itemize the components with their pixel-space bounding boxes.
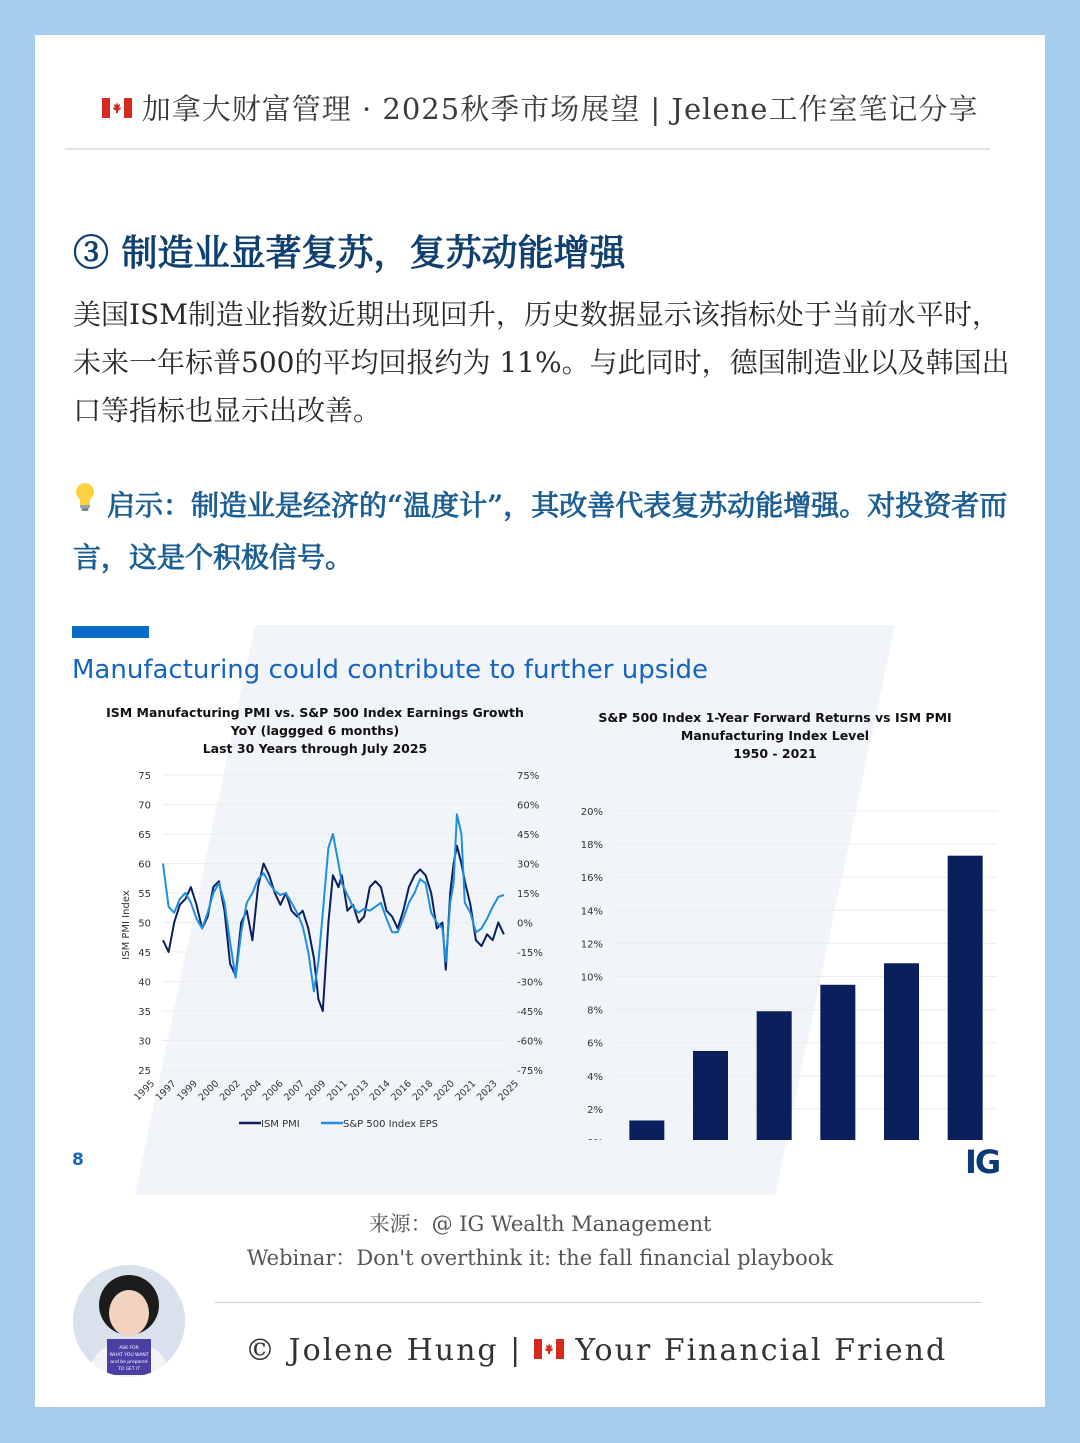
line-chart-ylabel: ISM PMI Index [121, 890, 132, 960]
line-chart-xtick: 1999 [175, 1078, 200, 1104]
line-chart-ytick: 75 [138, 771, 151, 782]
line-chart [65, 695, 545, 1144]
line-chart-xtick: 2009 [303, 1078, 329, 1104]
bar-chart-ytick [587, 1138, 603, 1140]
line-chart-ytick: 50 [138, 918, 151, 930]
bar-chart-svg [535, 695, 1005, 1140]
line-chart-title-2: YoY (laggged 6 months) [230, 723, 400, 738]
bar-chart-ytick: 16% [580, 873, 603, 885]
section-paragraph: 美国ISM制造业指数近期出现回升，历史数据显示该指标处于当前水平时，未来一年标普500的平均回报约为 11%。与此同时，德国制造业以及韩国出口等指标也显示出改善。 [73, 298, 1010, 427]
line-chart-xtick: 2018 [410, 1078, 436, 1104]
author-avatar-image [73, 1265, 185, 1377]
insight-text: 启示：制造业是经济的“温度计”，其改善代表复苏动能增强。对投资者而言，这是个积极信号。 [73, 489, 1008, 574]
bar-chart-title-3: 1950 - 2021 [733, 746, 817, 761]
bar-chart-title-2: Manufacturing Index Level [680, 728, 870, 743]
source-credit [35, 1207, 1045, 1275]
lightbulb-icon [73, 479, 97, 529]
line-chart-y2tick: -15% [517, 948, 543, 959]
header-text: 加拿大财富管理 · 2025秋季市场展望 | Jelene工作室笔记分享 [141, 92, 979, 126]
bar [629, 1120, 664, 1140]
bar-chart-ytick: 20% [580, 807, 603, 818]
footer-text-right: Your Financial Friend [563, 1333, 948, 1368]
book-line-4: TO GET IT [117, 1367, 141, 1372]
slide-title: Manufacturing could contribute to further upside [72, 655, 708, 685]
line-chart-y2tick: 45% [517, 830, 540, 841]
line-chart-xtick: 2021 [453, 1078, 479, 1104]
post-card [35, 35, 1045, 1407]
line-chart-xtick: 2004 [239, 1078, 265, 1104]
footer-text-left: © Jolene Hung | [245, 1333, 534, 1368]
line-chart-xtick: 2020 [432, 1078, 457, 1104]
canada-flag-icon [102, 91, 132, 125]
line-chart-xtick: 2006 [260, 1078, 286, 1104]
line-chart-ytick: 25 [138, 1066, 151, 1077]
line-chart-title-3: Last 30 Years through July 2025 [202, 741, 428, 756]
line-chart-ytick: 40 [138, 977, 151, 989]
line-chart-y2tick: 30% [517, 859, 540, 871]
line-chart-y2tick: -45% [517, 1007, 543, 1018]
insight-callout [73, 481, 1013, 583]
line-chart-y2tick: -75% [517, 1066, 543, 1077]
bar-chart-title-1: S&P 500 Index 1-Year Forward Returns vs ISM PMI [598, 710, 952, 725]
footer-divider [215, 1302, 982, 1303]
bar-chart-ytick: 14% [580, 906, 603, 918]
line-chart-ytick: 55 [138, 889, 151, 900]
line-chart-xtick: 2007 [282, 1078, 308, 1104]
footer-signature [245, 1333, 947, 1370]
source-line-1: 来源：@ IG Wealth Management [368, 1212, 712, 1236]
bar-chart-ytick: 4% [587, 1071, 603, 1083]
line-chart-xtick: 2000 [196, 1078, 222, 1104]
line-chart-xtick: 2025 [496, 1078, 522, 1104]
header-divider [65, 148, 990, 150]
line-series-ism-pmi [163, 846, 504, 1011]
line-chart-xtick: 2023 [474, 1078, 500, 1104]
bar [757, 1011, 792, 1140]
line-chart-ytick: 35 [138, 1007, 151, 1018]
line-chart-y2tick: 75% [517, 771, 540, 782]
ig-logo: IG [965, 1143, 1000, 1181]
header-title [35, 87, 1045, 128]
bar [948, 856, 983, 1140]
line-chart-y2tick: 60% [517, 800, 540, 812]
line-chart-y2tick: 0% [517, 918, 533, 930]
bar [820, 985, 855, 1140]
bar-chart-ytick: 8% [587, 1005, 603, 1017]
source-line-2: Webinar：Don't overthink it: the fall financial playbook [246, 1246, 834, 1270]
canada-flag-icon [534, 1332, 564, 1367]
line-chart-ytick: 65 [138, 830, 151, 841]
line-chart-xtick: 1995 [132, 1078, 158, 1104]
bar-chart [535, 695, 1005, 1144]
line-chart-ytick: 70 [138, 800, 151, 812]
line-chart-ytick: 30 [138, 1036, 151, 1048]
section-heading: ③ 制造业显著复苏，复苏动能增强 [73, 232, 626, 274]
line-chart-title-1: ISM Manufacturing PMI vs. S&P 500 Index Earnings Growth [106, 705, 524, 720]
slide-page-number: 8 [72, 1150, 84, 1170]
line-chart-ytick: 45 [138, 948, 151, 959]
bar-chart-ytick: 6% [587, 1038, 603, 1050]
bar-chart-ytick: 2% [587, 1104, 603, 1116]
line-chart-ytick: 60 [138, 859, 151, 871]
line-chart-svg [65, 695, 545, 1140]
line-chart-y2tick: -30% [517, 977, 543, 989]
bar-chart-ytick: 10% [580, 972, 603, 984]
line-chart-xtick: 2002 [217, 1078, 243, 1104]
line-chart-xtick: 2011 [324, 1078, 350, 1104]
bar [884, 963, 919, 1140]
line-chart-legend-label: ISM PMI [261, 1119, 300, 1130]
bar-chart-ytick: 18% [580, 840, 603, 852]
slide-accent-bar [72, 626, 149, 638]
book-line-1: ASK FOR [119, 1346, 139, 1351]
bar [693, 1051, 728, 1140]
line-chart-legend-label: S&P 500 Index EPS [343, 1119, 439, 1130]
line-chart-xtick: 2014 [367, 1078, 393, 1104]
bar-chart-ytick: 12% [580, 939, 603, 951]
line-chart-y2tick: 15% [517, 889, 540, 900]
line-series-s-p-500-index-eps [163, 814, 504, 991]
line-chart-xtick: 1997 [153, 1078, 179, 1104]
book-line-2: WHAT YOU WANT [109, 1353, 149, 1358]
book-line-3: and be prepared [110, 1360, 148, 1365]
line-chart-y2tick: -60% [517, 1036, 543, 1048]
line-chart-xtick: 2013 [346, 1078, 372, 1104]
line-chart-xtick: 2016 [389, 1078, 415, 1104]
